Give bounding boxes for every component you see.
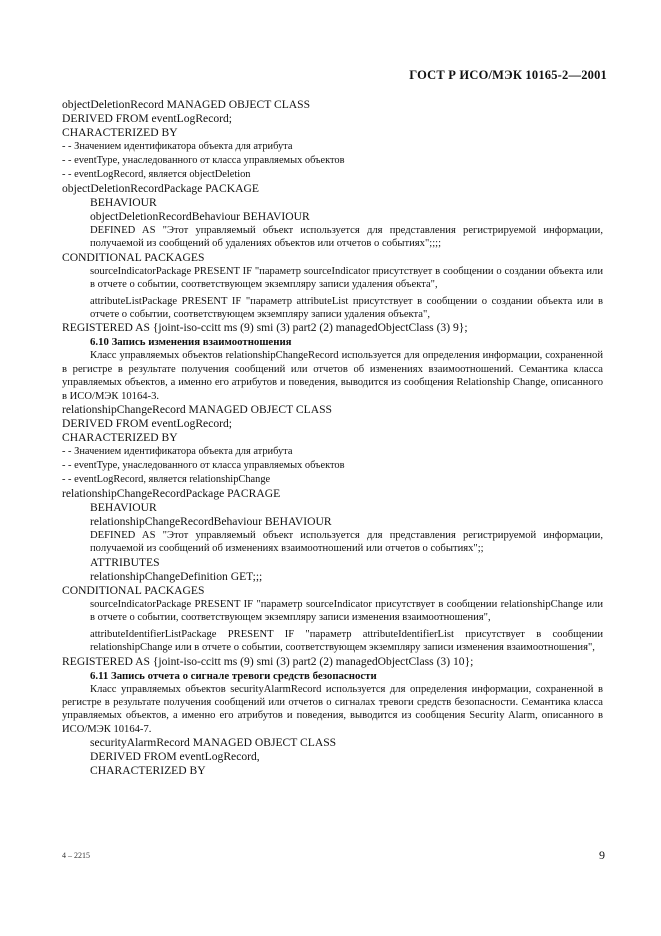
text-line: DERIVED FROM eventLogRecord;	[62, 417, 233, 431]
text-line: Класс управляемых объектов relationshipChangeRecord используется для определения информации, сохраненной в регистре в результате получения сообщений или отчетов об изменениях взаимоотношений. Семантика класса управляемых объектов, а именно его атрибутов и поведения, выводится из сообщения Relationship Change, описанного в ИСО/МЭК 10164-3.	[62, 350, 603, 402]
text-line: sourceIndicatorPackage PRESENT IF "параметр sourceIndicator присутствует в сообщении о создании объекта или в отчете о событии, соответствующем экземпляру записи удаления объекта",	[90, 265, 603, 291]
text-line: - - Значением идентификатора объекта для атрибута	[62, 141, 293, 152]
text-line: DERIVED FROM eventLogRecord;	[62, 112, 233, 125]
text-line: CONDITIONAL PACKAGES	[62, 250, 205, 264]
text-line: CHARACTERIZED BY	[62, 431, 178, 445]
text-line: DERIVED FROM eventLogRecord,	[90, 750, 260, 764]
text-line: - - Значением идентификатора объекта для атрибута	[62, 446, 293, 458]
text-line: attributeListPackage PRESENT IF "параметр attributeList присутствует в сообщении о создании объекта или в отчете о событии, соответствующем экземпляру записи удаления объекта",	[90, 295, 603, 321]
text-line: - - eventType, унаследованного от класса управляемых объектов	[62, 155, 345, 166]
text-line: BEHAVIOUR	[90, 196, 157, 209]
section-heading: 6.11 Запись отчета о сигнале тревоги средств безопасности	[90, 669, 377, 682]
page-number: 9	[599, 848, 605, 862]
text-line: BEHAVIOUR	[90, 501, 157, 515]
text-line: REGISTERED AS {joint-iso-ccitt ms (9) smi (3) part2 (2) managedObjectClass (3) 10};	[62, 654, 474, 668]
text-line: CONDITIONAL PACKAGES	[62, 583, 205, 597]
document-body	[62, 98, 603, 778]
text-line: CHARACTERIZED BY	[90, 764, 206, 778]
text-line: relationshipChangeRecordBehaviour BEHAVIOUR	[90, 515, 332, 529]
text-line: objectDeletionRecordPackage PACKAGE	[62, 182, 259, 195]
text-line: DEFINED AS "Этот управляемый объект используется для представления регистрируемой информации, получаемой из сообщений об удалениях объектов или отчетов о событиях";;;;	[90, 225, 603, 250]
text-line: securityAlarmRecord MANAGED OBJECT CLASS	[90, 736, 337, 750]
text-line: relationshipChangeRecordPackage PACRAGE	[62, 487, 281, 501]
text-line: - - eventLogRecord, является objectDeletion	[62, 169, 251, 180]
print-mark: 4 – 2215	[62, 851, 90, 860]
text-line: sourceIndicatorPackage PRESENT IF "параметр sourceIndicator присутствует в сообщении relationshipChange или в отчете о событии, соответствующем экземпляру записи изменения взаимоотношения",	[90, 598, 603, 624]
document-header: ГОСТ Р ИСО/МЭК 10165-2—2001	[409, 68, 607, 82]
text-line: relationshipChangeRecord MANAGED OBJECT CLASS	[62, 403, 332, 417]
section-heading: 6.10 Запись изменения взаимоотношения	[90, 336, 292, 349]
text-line: attributeIdentifierListPackage PRESENT IF "параметр attributeIdentifierList присутствует в сообщении relationshipChange или в отчете о событии, соответствующем экземпляру записи изменения взаимоотношения",	[90, 628, 603, 654]
text-line: REGISTERED AS {joint-iso-ccitt ms (9) smi (3) part2 (2) managedObjectClass (3) 9};	[62, 321, 468, 335]
text-line: objectDeletionRecord MANAGED OBJECT CLASS	[62, 98, 311, 111]
text-line: objectDeletionRecordBehaviour BEHAVIOUR	[90, 210, 310, 223]
text-line: DEFINED AS "Этот управляемый объект используется для представления регистрируемой информации, получаемой из сообщений об изменениях взаимоотношений или отчетов о событиях";;	[90, 530, 603, 555]
text-line: CHARACTERIZED BY	[62, 126, 178, 139]
text-line: - - eventLogRecord, является relationshipChange	[62, 474, 271, 486]
text-line: ATTRIBUTES	[90, 555, 160, 569]
text-line: - - eventType, унаследованного от класса управляемых объектов	[62, 460, 345, 472]
text-line: Класс управляемых объектов securityAlarmRecord используется для определения информации, сохраненной в регистре в результате получения сообщений или отчетов о сигналах тревоги средств безопасности. Семантика класса управляемых объектов, а именно его атрибутов и поведения, выводится из сообщения Security Alarm, описанного в ИСО/МЭК 10164-7.	[62, 683, 603, 735]
text-line: relationshipChangeDefinition GET;;;	[90, 569, 263, 583]
